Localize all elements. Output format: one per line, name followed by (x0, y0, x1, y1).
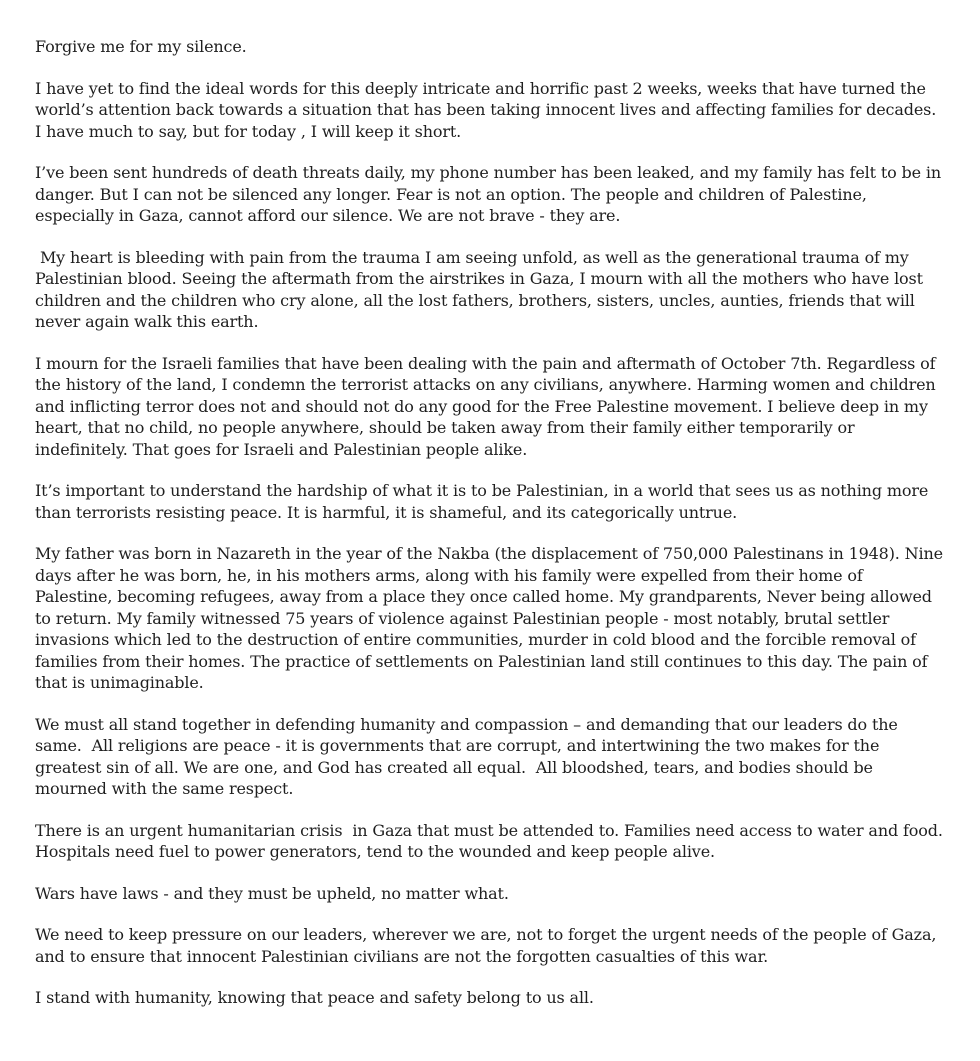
paragraph-israeli-families: I mourn for the Israeli families that have been dealing with the pain and aftermath of October 7th. Regardless of the history of the land, I condemn the terrorist attacks on any civilians, anywhere. Harming women and children and inflicting terror does not and should not do any good for the Free Palestine movement. I believe deep in my heart, that no child, no people anywhere, should be taken away from their family either temporarily or indefinitely. That goes for Israeli and Palestinian people alike. (35, 353, 941, 459)
paragraph-humanitarian-crisis: There is an urgent humanitarian crisis in Gaza that must be attended to. Families need access to water and food. Hospitals need fuel to power generators, tend to the wounded and keep people alive. (35, 820, 948, 861)
paragraph-stand-together: We must all stand together in defending humanity and compassion – and demanding that our leaders do the same. All religions are peace - it is governments that are corrupt, and intertwining the two makes for the greatest sin of all. We are one, and God has created all equal. All bloodshed, tears, and bodies should be mourned with the same respect. (35, 714, 903, 798)
paragraph-heart-bleeding: My heart is bleeding with pain from the trauma I am seeing unfold, as well as the generational trauma of my Palestinian blood. Seeing the aftermath from the airstrikes in Gaza, I mourn with all the mothers who have lost children and the children who cry alone, all the lost fathers, brothers, sisters, uncles, aunties, friends that will never again walk this earth. (35, 247, 928, 331)
paragraph-hardship: It’s important to understand the hardship of what it is to be Palestinian, in a world that sees us as nothing more than terrorists resisting peace. It is harmful, it is shameful, and its categorically untrue. (35, 481, 934, 522)
paragraph-closing: I stand with humanity, knowing that peace and safety belong to us all. (35, 988, 594, 1007)
paragraph-keep-pressure: We need to keep pressure on our leaders, wherever we are, not to forget the urgent needs of the people of Gaza, and to ensure that innocent Palestinian civilians are not the forgotten casualties of this war. (35, 925, 942, 966)
paragraph-wars-have-laws: Wars have laws - and they must be upheld, no matter what. (35, 883, 509, 903)
paragraph-death-threats: I’ve been sent hundreds of death threats daily, my phone number has been leaked, and my family has felt to be in danger. But I can not be silenced any longer. Fear is not an option. The people and children of Palestine, especially in Gaza, cannot afford our silence. We are not brave - they are. (35, 163, 946, 225)
paragraph-ideal-words: I have yet to find the ideal words for this deeply intricate and horrific past 2 weeks, weeks that have turned the world’s attention back towards a situation that has been taking innocent lives and affecting families for decades. I have much to say, but for today , I will keep it short. (35, 78, 942, 141)
paragraph-opening: Forgive me for my silence. (35, 37, 247, 56)
paragraph-father-nakba: My father was born in Nazareth in the year of the Nakba (the displacement of 750,000 Palestinans in 1948). Nine days after he was born, he, in his mothers arms, along with his family were expelled from their home of Palestine, becoming refugees, away from a place they once called home. My grandparents, Never being allowed to return. My family witnessed 75 years of violence against Palestinian people - most notably, brutal settler invasions which led to the destruction of entire communities, murder in cold blood and the forcible removal of families from their homes. The practice of settlements on Palestinian land still continues to this day. The pain of that is unimaginable. (35, 544, 948, 692)
